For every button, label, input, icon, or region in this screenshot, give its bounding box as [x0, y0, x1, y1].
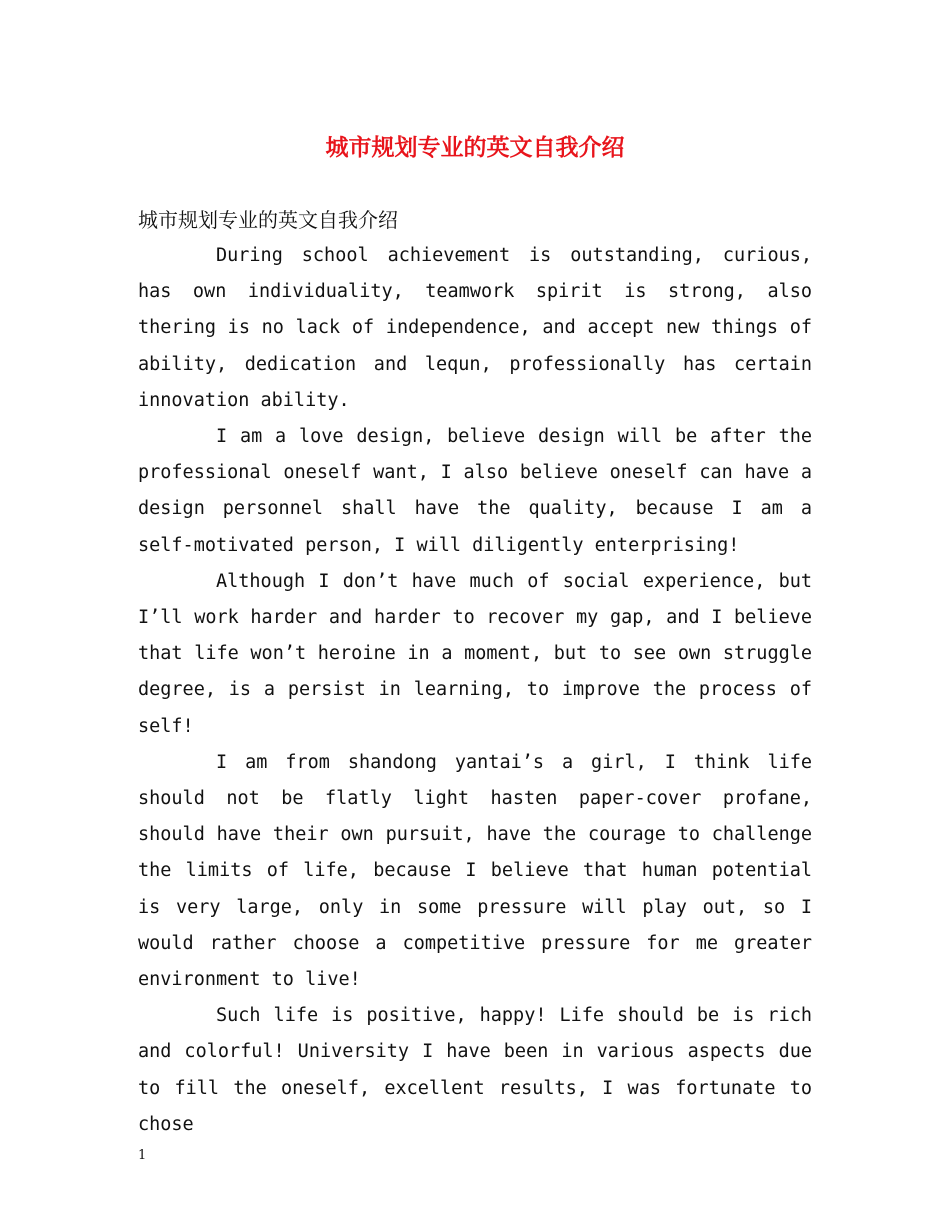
paragraph: Although I don’t have much of social experience, but I’ll work harder and harder to recover my gap, and I believe that life won’t heroine in a moment, but to see own struggle degree, is a persist in learning, to improve the process of self!	[138, 570, 812, 737]
page-number: 1	[138, 1148, 147, 1163]
paragraph: I am from shandong yantai’s a girl, I think life should not be flatly light hasten paper-cover profane, should have their own pursuit, have the courage to challenge the limits of life, because I believe that human potential is very large, only in some pressure will play out, so I would rather choose a competitive pressure for me greater environment to live!	[138, 751, 812, 991]
paragraph: Such life is positive, happy! Life should be is rich and colorful! University I have been in various aspects due to fill the oneself, excellent results, I was fortunate to chose	[138, 1005, 812, 1135]
paragraph: I am a love design, believe design will be after the professional oneself want, I also believe oneself can have a design personnel shall have the quality, because I am a self-motivated person, I will diligently enterprising!	[138, 426, 812, 556]
document-title: 城市规划专业的英文自我介绍	[325, 134, 625, 161]
document-subtitle: 城市规划专业的英文自我介绍	[138, 208, 398, 232]
paragraph: During school achievement is outstanding, curious, has own individuality, teamwork spirit is strong, also thering is no lack of independence, and accept new things of ability, dedication and lequn, professionally has certain innovation ability.	[138, 245, 812, 411]
document-body	[138, 238, 812, 1143]
